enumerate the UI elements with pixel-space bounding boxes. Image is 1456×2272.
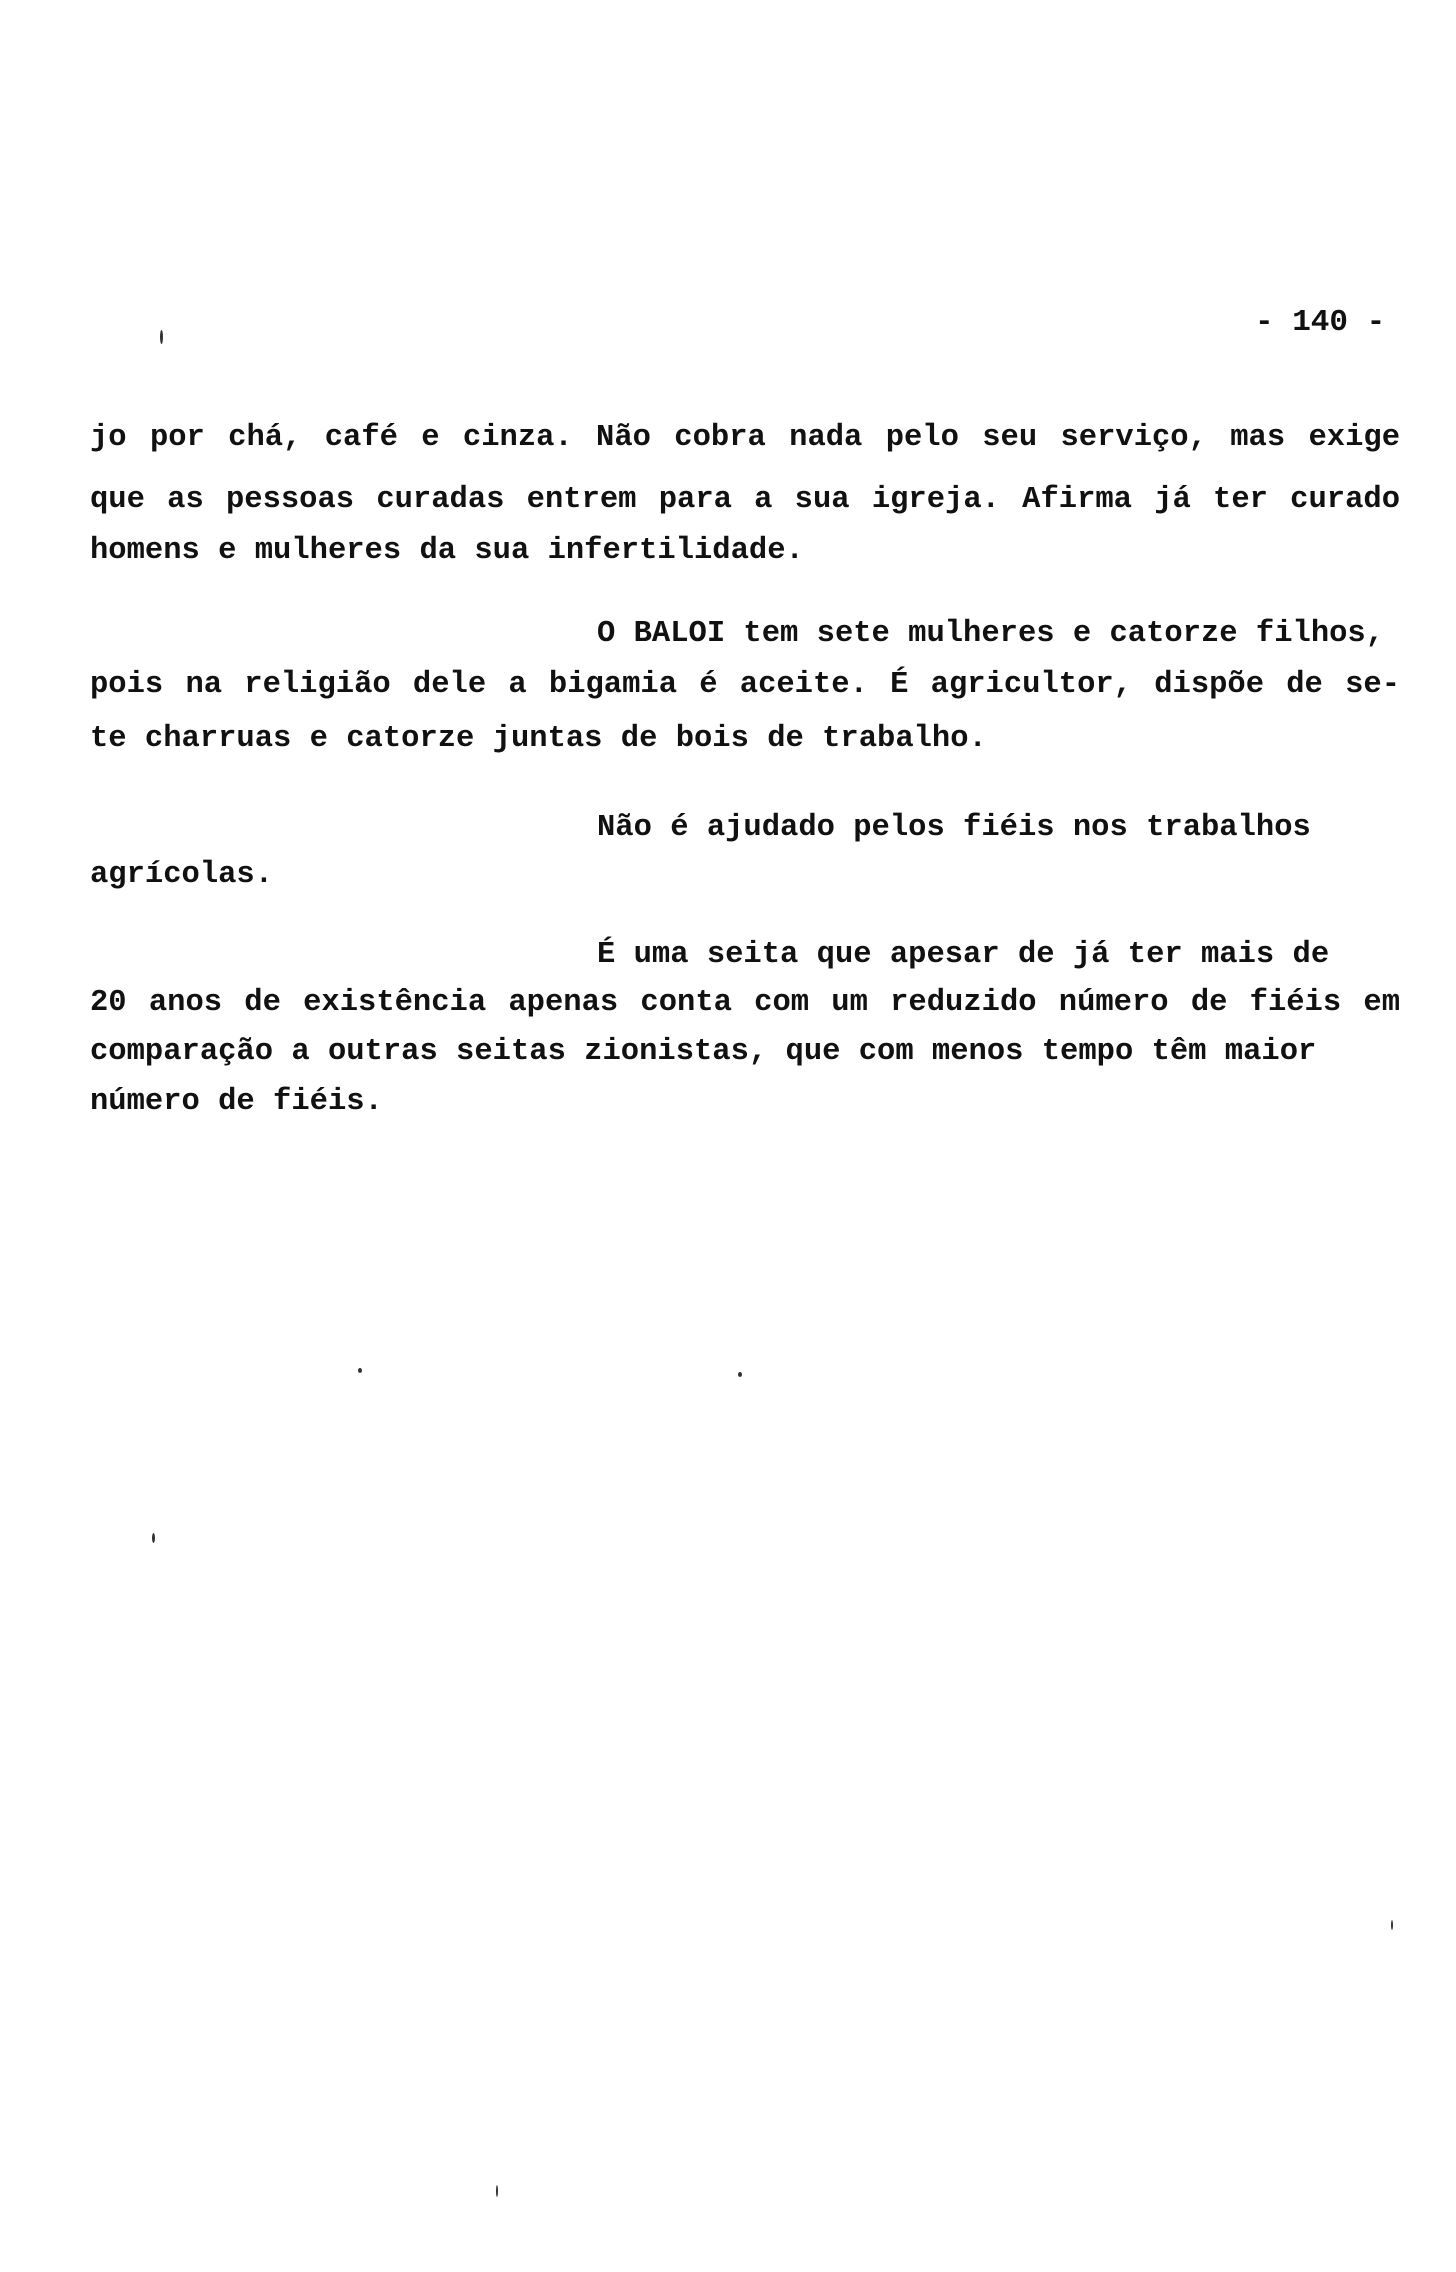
text-line: É uma seita que apesar de já ter mais de [597, 938, 1330, 972]
scan-speck [1391, 1920, 1393, 1930]
scan-speck [496, 2185, 498, 2197]
text-line: agrícolas. [90, 858, 274, 892]
text-line: jo por chá, café e cinza. Não cobra nada pelo seu serviço, mas exige [90, 421, 1400, 455]
text-line: 20 anos de existência apenas conta com um reduzido número de fiéis em [90, 986, 1400, 1020]
text-line: te charruas e catorze juntas de bois de trabalho. [90, 722, 987, 756]
scan-speck [160, 330, 163, 344]
scan-speck [152, 1533, 155, 1543]
text-line: O BALOI tem sete mulheres e catorze filhos, [597, 617, 1385, 651]
scan-speck [358, 1368, 362, 1373]
text-line: pois na religião dele a bigamia é aceite. É agricultor, dispõe de se- [90, 668, 1400, 702]
text-line: comparação a outras seitas zionistas, que com menos tempo têm maior [90, 1035, 1317, 1069]
text-line: homens e mulheres da sua infertilidade. [90, 534, 804, 568]
page-number: - 140 - [1255, 305, 1386, 340]
text-line: número de fiéis. [90, 1085, 383, 1119]
text-line: que as pessoas curadas entrem para a sua igreja. Afirma já ter curado [90, 483, 1400, 517]
text-line: Não é ajudado pelos fiéis nos trabalhos [597, 811, 1311, 845]
scan-speck [738, 1372, 742, 1377]
